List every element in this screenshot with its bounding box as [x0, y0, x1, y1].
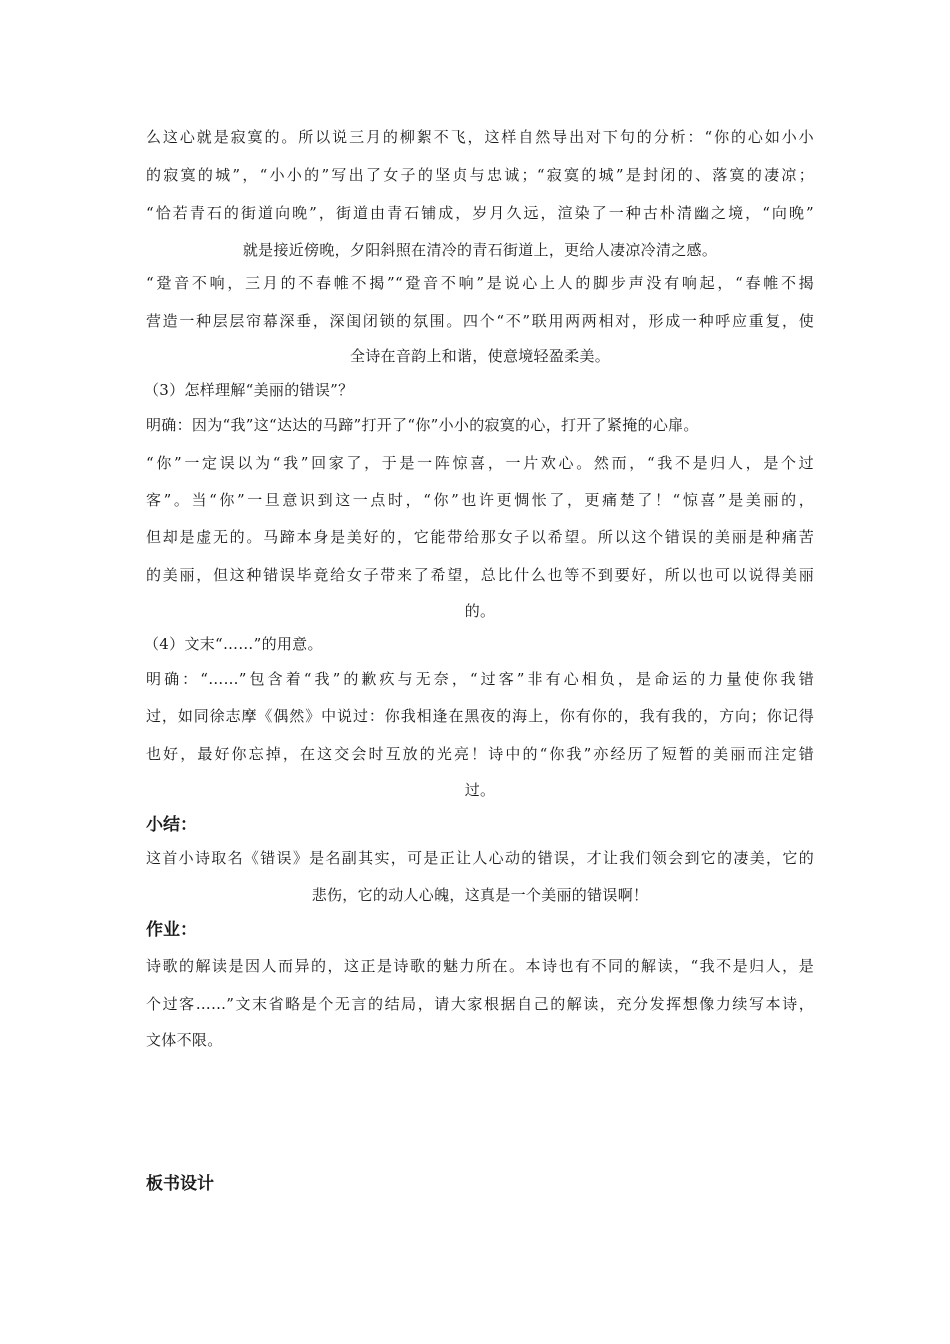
summary-heading: 小结： [146, 815, 197, 835]
para1-line-2: 的寂寞的城”，“小小的”写出了女子的坚贞与忠诚；“寂寞的城”是封闭的、落寞的凄凉； [146, 166, 814, 184]
para1-line-4: 就是接近傍晚，夕阳斜照在清冷的青石街道上，更给人凄凉冷清之感。 [242, 241, 718, 259]
q3-line-4: 但却是虚无的。马蹄本身是美好的，它能带给那女子以希望。所以这个错误的美丽是种痛苦 [146, 528, 814, 546]
q4-line-3: 也好，最好你忘掉，在这交会时互放的光亮！诗中的“你我”亦经历了短暂的美丽而注定错 [146, 745, 814, 763]
q3-line-5: 的美丽，但这种错误毕竟给女子带来了希望，总比什么也等不到要好，所以也可以说得美丽 [146, 566, 814, 584]
homework-line-1: 诗歌的解读是因人而异的，这正是诗歌的魅力所在。本诗也有不同的解读，“我不是归人，是 [146, 957, 814, 975]
q4-line-1: 明确：“……”包含着“我”的歉疚与无奈，“过客”非有心相负，是命运的力量使你我错 [146, 670, 814, 688]
question-4: （4）文末“……”的用意。 [144, 635, 323, 653]
para2-line-3: 全诗在音韵上和谐，使意境轻盈柔美。 [349, 347, 611, 365]
homework-heading: 作业： [146, 920, 197, 940]
q3-line-1: 明确：因为“我”这“达达的马蹄”打开了“你”小小的寂寞的心，打开了紧掩的心扉。 [146, 416, 699, 434]
homework-line-3: 文体不限。 [146, 1031, 223, 1049]
para1-line-1: 么这心就是寂寞的。所以说三月的柳絮不飞，这样自然导出对下句的分析：“你的心如小小 [146, 128, 814, 146]
para1-line-3: “恰若青石的街道向晚”，街道由青石铺成，岁月久远，渲染了一种古朴清幽之境，“向晚” [146, 204, 814, 222]
q4-line-4: 过。 [464, 781, 496, 799]
board-design-heading: 板书设计 [146, 1174, 214, 1194]
q3-line-3: 客”。当“你”一旦意识到这一点时，“你”也许更惆怅了，更痛楚了！“惊喜”是美丽的， [146, 491, 814, 509]
q3-line-2: “你”一定误以为“我”回家了，于是一阵惊喜，一片欢心。然而，“我不是归人，是个过 [146, 454, 814, 472]
summary-line-1: 这首小诗取名《错误》是名副其实，可是正让人心动的错误，才让我们领会到它的凄美，它的 [146, 849, 814, 867]
q3-line-6: 的。 [464, 602, 496, 620]
q4-line-2: 过，如同徐志摩《偶然》中说过：你我相逢在黑夜的海上，你有你的，我有我的，方向；你记得 [146, 707, 814, 725]
para2-line-2: 营造一种层层帘幕深垂，深闺闭锁的氛围。四个“不”联用两两相对，形成一种呼应重复，使 [146, 312, 814, 330]
homework-line-2: 个过客……”文末省略是个无言的结局，请大家根据自己的解读，充分发挥想像力续写本诗， [146, 995, 814, 1013]
para2-line-1: “跫音不响，三月的不春帷不揭”“跫音不响”是说心上人的脚步声没有响起，“春帷不揭 [146, 274, 814, 292]
summary-line-2: 悲伤，它的动人心魄，这真是一个美丽的错误啊！ [311, 886, 649, 904]
question-3: （3）怎样理解“美丽的错误”？ [144, 381, 354, 399]
